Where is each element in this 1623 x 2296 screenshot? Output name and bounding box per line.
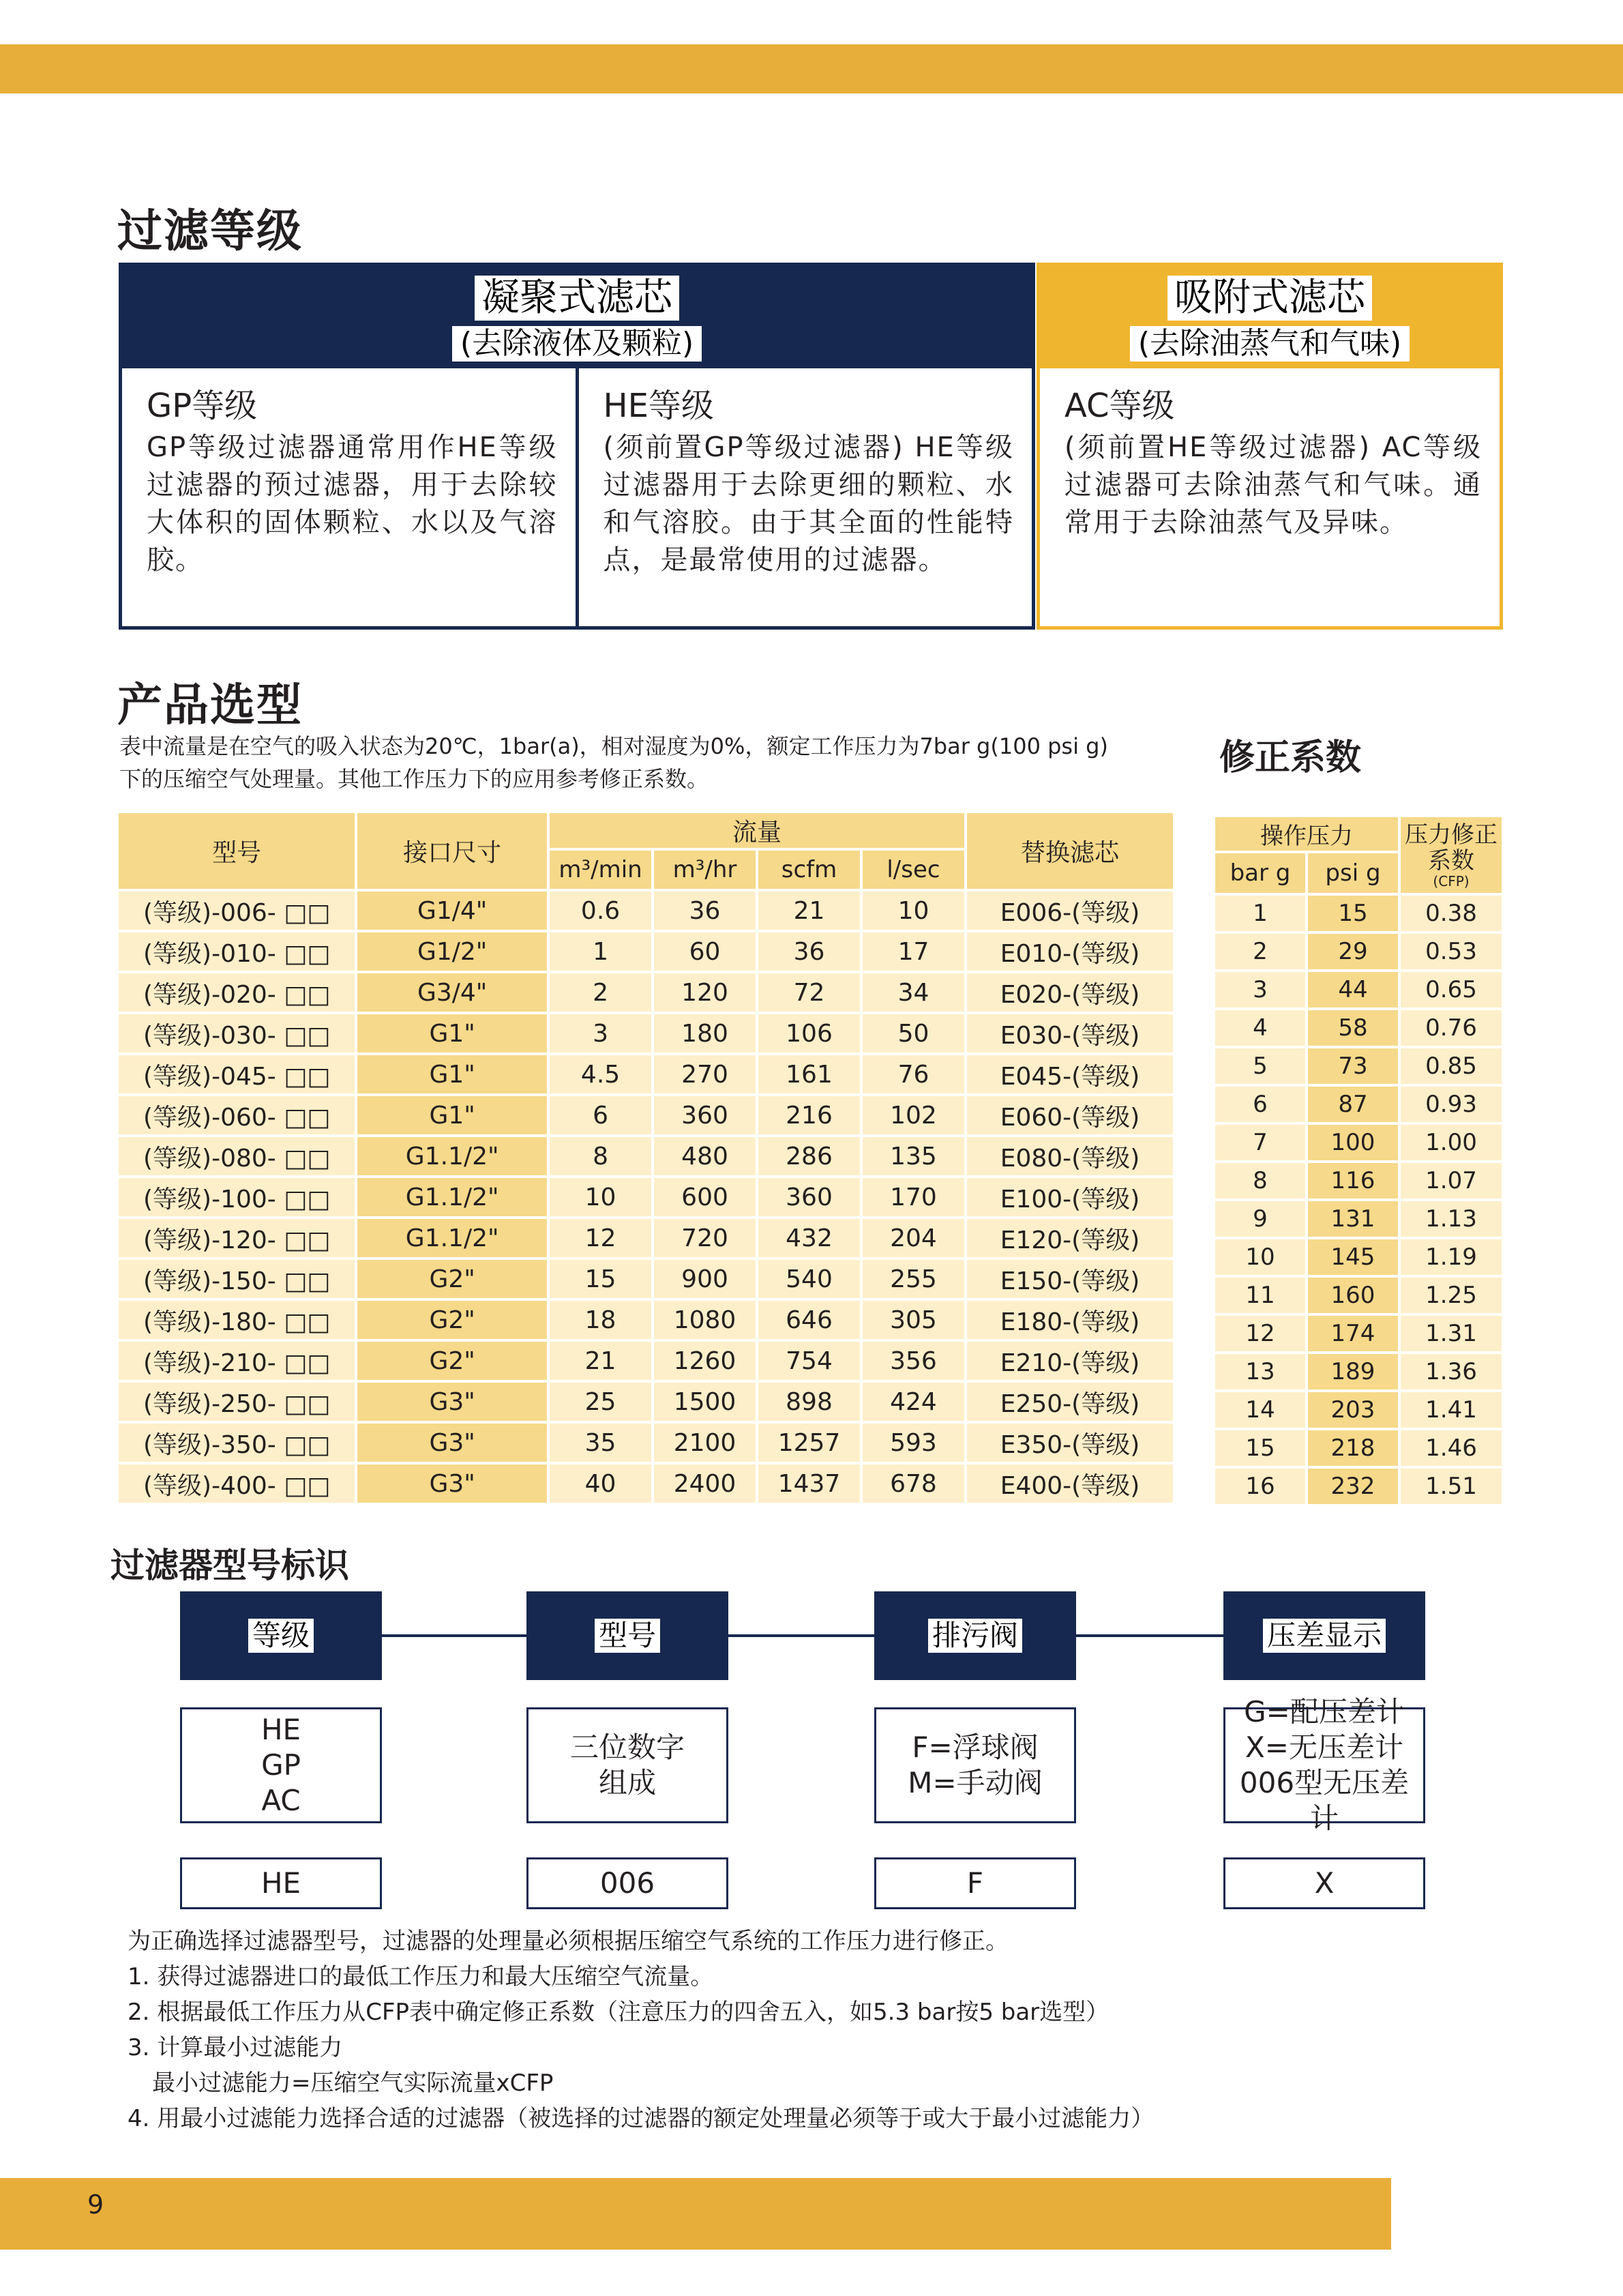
cell-scfm: 286 bbox=[758, 1137, 860, 1175]
cell-lsec: 305 bbox=[863, 1301, 964, 1339]
cell-port: G1.1/2" bbox=[357, 1219, 547, 1257]
cell-m3min: 40 bbox=[550, 1465, 651, 1503]
table-row bbox=[1215, 972, 1502, 1007]
table-row bbox=[119, 1219, 1173, 1257]
cell-m3min: 8 bbox=[550, 1137, 651, 1175]
cell-scfm: 754 bbox=[758, 1342, 860, 1380]
connector-line bbox=[728, 1634, 874, 1637]
cell-scfm: 360 bbox=[758, 1178, 860, 1216]
cell-lsec: 10 bbox=[863, 892, 964, 930]
cell-element: E180-(等级) bbox=[967, 1301, 1173, 1339]
adsorption-header bbox=[1040, 266, 1500, 368]
model-example: 006 bbox=[526, 1857, 728, 1909]
intro-line: 下的压缩空气处理量。其他工作压力下的应用参考修正系数。 bbox=[119, 766, 709, 792]
col-header-unit: m³/hr bbox=[654, 851, 756, 889]
table-row bbox=[119, 1137, 1173, 1175]
cell-lsec: 678 bbox=[863, 1465, 964, 1503]
cell-bar: 8 bbox=[1215, 1163, 1305, 1198]
cell-psi: 218 bbox=[1308, 1430, 1398, 1466]
cell-lsec: 255 bbox=[863, 1260, 964, 1298]
cell-element: E006-(等级) bbox=[967, 892, 1173, 930]
step-line: 2. 根据最低工作压力从CFP表中确定修正系数（注意压力的四舍五入，如5.3 bar按5 bar选型） bbox=[128, 1999, 1110, 2026]
col-header-unit: m³/min bbox=[550, 851, 651, 889]
cell-port: G1" bbox=[357, 1096, 547, 1134]
step-line: 为正确选择过滤器型号，过滤器的处理量必须根据压缩空气系统的工作压力进行修正。 bbox=[128, 1928, 1009, 1955]
coalescing-header bbox=[122, 266, 1032, 368]
cell-element: E020-(等级) bbox=[967, 973, 1173, 1012]
table-row bbox=[119, 1383, 1173, 1421]
cell-m3hr: 480 bbox=[654, 1137, 756, 1175]
cell-bar: 4 bbox=[1215, 1010, 1305, 1046]
cell-model: (等级)-060- □□ bbox=[119, 1096, 355, 1134]
model-options bbox=[1223, 1695, 1425, 1835]
option-text: AC bbox=[261, 1784, 301, 1817]
table-row bbox=[1215, 934, 1502, 969]
coalescing-grade-box bbox=[119, 263, 1035, 630]
model-col-head bbox=[874, 1591, 1076, 1680]
table-row bbox=[1215, 1354, 1502, 1389]
cell-scfm: 106 bbox=[758, 1014, 860, 1053]
cell-bar: 9 bbox=[1215, 1201, 1305, 1237]
model-options bbox=[180, 1707, 382, 1823]
cell-port: G3" bbox=[357, 1465, 547, 1503]
cell-m3min: 35 bbox=[550, 1424, 651, 1462]
cell-model: (等级)-006- □□ bbox=[119, 892, 355, 930]
cell-bar: 3 bbox=[1215, 972, 1305, 1007]
cell-port: G1" bbox=[357, 1055, 547, 1093]
cell-scfm: 36 bbox=[758, 932, 860, 971]
col-header-unit: l/sec bbox=[863, 851, 964, 889]
footer-bar bbox=[0, 2178, 1391, 2250]
table-row bbox=[119, 1178, 1173, 1216]
col-header-pressure: 操作压力 bbox=[1215, 817, 1398, 851]
table-row bbox=[1215, 1087, 1502, 1122]
cell-port: G3/4" bbox=[357, 973, 547, 1012]
cell-port: G3" bbox=[357, 1424, 547, 1462]
option-text: GP bbox=[261, 1748, 301, 1782]
header-bar bbox=[0, 44, 1623, 93]
cell-cfp: 1.41 bbox=[1401, 1392, 1502, 1428]
table-row bbox=[1215, 1392, 1502, 1428]
grade-gp bbox=[122, 368, 576, 626]
selection-intro bbox=[119, 730, 1183, 795]
product-table bbox=[116, 810, 1176, 1505]
cell-element: E100-(等级) bbox=[967, 1178, 1173, 1216]
cell-psi: 87 bbox=[1308, 1087, 1398, 1122]
cell-bar: 11 bbox=[1215, 1278, 1305, 1313]
cell-m3hr: 900 bbox=[654, 1260, 756, 1298]
cell-psi: 232 bbox=[1308, 1469, 1398, 1504]
cell-bar: 16 bbox=[1215, 1469, 1305, 1504]
coalescing-subtitle: (去除液体及颗粒) bbox=[452, 326, 702, 362]
cell-lsec: 424 bbox=[863, 1383, 964, 1421]
cell-element: E060-(等级) bbox=[967, 1096, 1173, 1134]
grade-desc: (须前置GP等级过滤器) HE等级过滤器用于去除更细的颗粒、水和气溶胶。由于其全面的性能特点，是最常使用的过滤器。 bbox=[603, 432, 1014, 576]
adsorption-title: 吸附式滤芯 bbox=[1167, 276, 1372, 321]
col-header-unit: scfm bbox=[758, 851, 860, 889]
cell-scfm: 898 bbox=[758, 1383, 860, 1421]
cell-lsec: 76 bbox=[863, 1055, 964, 1093]
head-label: 型号 bbox=[595, 1619, 660, 1653]
cell-bar: 14 bbox=[1215, 1392, 1305, 1428]
cell-lsec: 170 bbox=[863, 1178, 964, 1216]
cell-lsec: 102 bbox=[863, 1096, 964, 1134]
table-row bbox=[119, 1424, 1173, 1462]
cell-m3min: 1 bbox=[550, 932, 651, 971]
cell-element: E030-(等级) bbox=[967, 1014, 1173, 1053]
option-text: 006型无压差计 bbox=[1239, 1766, 1410, 1835]
model-col-head bbox=[180, 1591, 382, 1680]
option-text: X=无压差计 bbox=[1245, 1731, 1403, 1764]
cell-scfm: 432 bbox=[758, 1219, 860, 1257]
cell-element: E210-(等级) bbox=[967, 1342, 1173, 1380]
model-example: X bbox=[1223, 1857, 1425, 1909]
cell-cfp: 0.65 bbox=[1401, 972, 1502, 1007]
col-header-port: 接口尺寸 bbox=[357, 813, 547, 889]
cell-bar: 2 bbox=[1215, 934, 1305, 969]
cell-psi: 58 bbox=[1308, 1010, 1398, 1046]
table-row bbox=[1215, 896, 1502, 931]
cell-bar: 7 bbox=[1215, 1125, 1305, 1160]
cell-element: E080-(等级) bbox=[967, 1137, 1173, 1175]
cell-scfm: 1257 bbox=[758, 1424, 860, 1462]
grade-desc: GP等级过滤器通常用作HE等级过滤器的预过滤器，用于去除较大体积的固体颗粒、水以及气溶胶。 bbox=[147, 432, 558, 576]
cell-m3min: 10 bbox=[550, 1178, 651, 1216]
grade-name: AC等级 bbox=[1064, 387, 1175, 425]
cell-m3hr: 1260 bbox=[654, 1342, 756, 1380]
cell-m3hr: 36 bbox=[654, 892, 756, 930]
table-row bbox=[119, 1301, 1173, 1339]
cell-m3min: 25 bbox=[550, 1383, 651, 1421]
table-row bbox=[1215, 1201, 1502, 1237]
cell-model: (等级)-350- □□ bbox=[119, 1424, 355, 1462]
cell-element: E250-(等级) bbox=[967, 1383, 1173, 1421]
head-label: 等级 bbox=[248, 1619, 314, 1653]
head-label: 压差显示 bbox=[1263, 1619, 1386, 1653]
grade-desc: (须前置HE等级过滤器) AC等级过滤器可去除油蒸气和气味。通常用于去除油蒸气及异味。 bbox=[1064, 432, 1482, 538]
model-options bbox=[526, 1707, 728, 1823]
cell-port: G1/4" bbox=[357, 892, 547, 930]
model-col-head bbox=[1223, 1591, 1425, 1680]
model-example: F bbox=[874, 1857, 1076, 1909]
cell-cfp: 1.46 bbox=[1401, 1430, 1502, 1466]
cell-scfm: 540 bbox=[758, 1260, 860, 1298]
cell-port: G1" bbox=[357, 1014, 547, 1053]
cell-psi: 116 bbox=[1308, 1163, 1398, 1198]
cell-m3hr: 120 bbox=[654, 973, 756, 1012]
table-row bbox=[119, 1096, 1173, 1134]
cell-scfm: 72 bbox=[758, 973, 860, 1012]
cell-m3min: 4.5 bbox=[550, 1055, 651, 1093]
cell-psi: 131 bbox=[1308, 1201, 1398, 1237]
cell-element: E400-(等级) bbox=[967, 1465, 1173, 1503]
model-id-title: 过滤器型号标识 bbox=[110, 1546, 349, 1585]
coalescing-title: 凝聚式滤芯 bbox=[475, 276, 679, 321]
option-text: 组成 bbox=[598, 1766, 656, 1799]
cell-cfp: 1.51 bbox=[1401, 1469, 1502, 1504]
cell-lsec: 135 bbox=[863, 1137, 964, 1175]
table-row bbox=[119, 1014, 1173, 1053]
model-col-head bbox=[526, 1591, 728, 1680]
model-options bbox=[874, 1707, 1076, 1823]
cell-lsec: 204 bbox=[863, 1219, 964, 1257]
cell-m3hr: 720 bbox=[654, 1219, 756, 1257]
grade-name: HE等级 bbox=[603, 387, 714, 425]
option-text: G=配压差计 bbox=[1244, 1695, 1405, 1728]
option-text: HE bbox=[260, 1713, 301, 1746]
cell-element: E045-(等级) bbox=[967, 1055, 1173, 1093]
cell-bar: 15 bbox=[1215, 1430, 1305, 1466]
cell-port: G1.1/2" bbox=[357, 1178, 547, 1216]
cell-lsec: 50 bbox=[863, 1014, 964, 1053]
cell-model: (等级)-080- □□ bbox=[119, 1137, 355, 1175]
cell-psi: 203 bbox=[1308, 1392, 1398, 1428]
cell-model: (等级)-045- □□ bbox=[119, 1055, 355, 1093]
cell-element: E150-(等级) bbox=[967, 1260, 1173, 1298]
step-line: 1. 获得过滤器进口的最低工作压力和最大压缩空气流量。 bbox=[128, 1963, 714, 1990]
cell-bar: 12 bbox=[1215, 1316, 1305, 1351]
factor-unit: (CFP) bbox=[1433, 872, 1470, 889]
cell-m3hr: 180 bbox=[654, 1014, 756, 1053]
table-row bbox=[1215, 1010, 1502, 1046]
cell-psi: 160 bbox=[1308, 1278, 1398, 1313]
col-header-element: 替换滤芯 bbox=[967, 813, 1173, 889]
table-row bbox=[1215, 1239, 1502, 1275]
cell-bar: 13 bbox=[1215, 1354, 1305, 1389]
cell-psi: 29 bbox=[1308, 934, 1398, 969]
correction-table bbox=[1212, 814, 1504, 1507]
cell-cfp: 1.00 bbox=[1401, 1125, 1502, 1160]
cell-m3hr: 2100 bbox=[654, 1424, 756, 1462]
cell-model: (等级)-030- □□ bbox=[119, 1014, 355, 1053]
table-row bbox=[1215, 1469, 1502, 1504]
cell-model: (等级)-250- □□ bbox=[119, 1383, 355, 1421]
cell-port: G2" bbox=[357, 1260, 547, 1298]
cell-cfp: 1.25 bbox=[1401, 1278, 1502, 1313]
table-row bbox=[1215, 1430, 1502, 1466]
cell-m3min: 18 bbox=[550, 1301, 651, 1339]
cell-cfp: 0.76 bbox=[1401, 1010, 1502, 1046]
cell-bar: 5 bbox=[1215, 1048, 1305, 1084]
cell-m3min: 6 bbox=[550, 1096, 651, 1134]
cell-psi: 174 bbox=[1308, 1316, 1398, 1351]
grade-he bbox=[576, 368, 1032, 626]
cell-lsec: 356 bbox=[863, 1342, 964, 1380]
cell-model: (等级)-400- □□ bbox=[119, 1465, 355, 1503]
cell-lsec: 593 bbox=[863, 1424, 964, 1462]
table-row bbox=[1215, 1048, 1502, 1084]
cell-element: E010-(等级) bbox=[967, 932, 1173, 971]
cell-m3hr: 60 bbox=[654, 932, 756, 971]
cell-psi: 44 bbox=[1308, 972, 1398, 1007]
cell-bar: 1 bbox=[1215, 896, 1305, 931]
cell-scfm: 161 bbox=[758, 1055, 860, 1093]
table-row bbox=[119, 892, 1173, 930]
table-row bbox=[119, 1465, 1173, 1503]
cell-model: (等级)-020- □□ bbox=[119, 973, 355, 1012]
cell-cfp: 1.13 bbox=[1401, 1201, 1502, 1237]
table-row bbox=[119, 1260, 1173, 1298]
cell-model: (等级)-120- □□ bbox=[119, 1219, 355, 1257]
cell-model: (等级)-150- □□ bbox=[119, 1260, 355, 1298]
connector-line bbox=[382, 1634, 526, 1637]
cell-m3hr: 600 bbox=[654, 1178, 756, 1216]
model-example: HE bbox=[180, 1857, 382, 1909]
col-header-bar: bar g bbox=[1215, 853, 1305, 893]
cell-scfm: 1437 bbox=[758, 1465, 860, 1503]
cell-psi: 15 bbox=[1308, 896, 1398, 931]
table-row bbox=[119, 1342, 1173, 1380]
head-label: 排污阀 bbox=[928, 1619, 1022, 1653]
table-row bbox=[1215, 1125, 1502, 1160]
table-row bbox=[1215, 1278, 1502, 1313]
cell-lsec: 34 bbox=[863, 973, 964, 1012]
connector-line bbox=[1076, 1634, 1223, 1637]
step-line: 3. 计算最小过滤能力 bbox=[128, 2034, 343, 2061]
cell-cfp: 0.85 bbox=[1401, 1048, 1502, 1084]
cell-m3min: 3 bbox=[550, 1014, 651, 1053]
cell-psi: 145 bbox=[1308, 1239, 1398, 1275]
filter-grade-title: 过滤等级 bbox=[117, 205, 303, 257]
col-header-flow: 流量 bbox=[550, 813, 964, 848]
cell-cfp: 0.38 bbox=[1401, 896, 1502, 931]
selection-steps bbox=[128, 1924, 1154, 2136]
cell-element: E120-(等级) bbox=[967, 1219, 1173, 1257]
option-text: F=浮球阀 bbox=[912, 1731, 1039, 1764]
option-text: M=手动阀 bbox=[908, 1766, 1043, 1799]
table-row bbox=[1215, 1163, 1502, 1198]
correction-title: 修正系数 bbox=[1219, 737, 1362, 778]
cell-port: G2" bbox=[357, 1301, 547, 1339]
grade-name: GP等级 bbox=[147, 387, 258, 425]
cell-model: (等级)-210- □□ bbox=[119, 1342, 355, 1380]
page-number: 9 bbox=[87, 2190, 104, 2220]
selection-title: 产品选型 bbox=[117, 679, 303, 731]
cell-port: G3" bbox=[357, 1383, 547, 1421]
cell-cfp: 1.31 bbox=[1401, 1316, 1502, 1351]
cell-bar: 10 bbox=[1215, 1239, 1305, 1275]
step-line: 4. 用最小过滤能力选择合适的过滤器（被选择的过滤器的额定处理量必须等于或大于最小过滤能力） bbox=[128, 2105, 1155, 2132]
cell-m3min: 21 bbox=[550, 1342, 651, 1380]
cell-scfm: 216 bbox=[758, 1096, 860, 1134]
table-row bbox=[119, 973, 1173, 1012]
cell-scfm: 21 bbox=[758, 892, 860, 930]
option-text: 三位数字 bbox=[569, 1731, 685, 1764]
col-header-psi: psi g bbox=[1308, 853, 1398, 893]
adsorption-subtitle: (去除油蒸气和气味) bbox=[1130, 326, 1410, 362]
intro-line: 表中流量是在空气的吸入状态为20℃，1bar(a)，相对湿度为0%，额定工作压力为7bar g(100 psi g) bbox=[119, 733, 1108, 759]
table-row bbox=[119, 1055, 1173, 1093]
cell-port: G1/2" bbox=[357, 932, 547, 971]
cell-bar: 6 bbox=[1215, 1087, 1305, 1122]
cell-port: G1.1/2" bbox=[357, 1137, 547, 1175]
cell-m3hr: 1080 bbox=[654, 1301, 756, 1339]
cell-m3hr: 1500 bbox=[654, 1383, 756, 1421]
cell-m3min: 15 bbox=[550, 1260, 651, 1298]
table-row bbox=[1215, 1316, 1502, 1351]
cell-cfp: 0.53 bbox=[1401, 934, 1502, 969]
cell-m3min: 0.6 bbox=[550, 892, 651, 930]
cell-m3hr: 360 bbox=[654, 1096, 756, 1134]
table-row bbox=[119, 932, 1173, 971]
cell-scfm: 646 bbox=[758, 1301, 860, 1339]
cell-cfp: 1.19 bbox=[1401, 1239, 1502, 1275]
cell-psi: 73 bbox=[1308, 1048, 1398, 1084]
cell-model: (等级)-010- □□ bbox=[119, 932, 355, 971]
cell-cfp: 0.93 bbox=[1401, 1087, 1502, 1122]
col-header-factor bbox=[1401, 817, 1502, 893]
cell-psi: 189 bbox=[1308, 1354, 1398, 1389]
cell-psi: 100 bbox=[1308, 1125, 1398, 1160]
cell-element: E350-(等级) bbox=[967, 1424, 1173, 1462]
cell-cfp: 1.07 bbox=[1401, 1163, 1502, 1198]
cell-model: (等级)-180- □□ bbox=[119, 1301, 355, 1339]
cell-m3min: 12 bbox=[550, 1219, 651, 1257]
factor-label: 压力修正系数 bbox=[1405, 821, 1498, 874]
grade-ac bbox=[1040, 368, 1500, 626]
cell-m3hr: 2400 bbox=[654, 1465, 756, 1503]
cell-cfp: 1.36 bbox=[1401, 1354, 1502, 1389]
adsorption-grade-box bbox=[1037, 263, 1503, 630]
cell-m3hr: 270 bbox=[654, 1055, 756, 1093]
cell-model: (等级)-100- □□ bbox=[119, 1178, 355, 1216]
cell-port: G2" bbox=[357, 1342, 547, 1380]
cell-m3min: 2 bbox=[550, 973, 651, 1012]
cell-lsec: 17 bbox=[863, 932, 964, 971]
col-header-model: 型号 bbox=[119, 813, 355, 889]
step-line: 最小过滤能力=压缩空气实际流量xCFP bbox=[152, 2070, 554, 2097]
